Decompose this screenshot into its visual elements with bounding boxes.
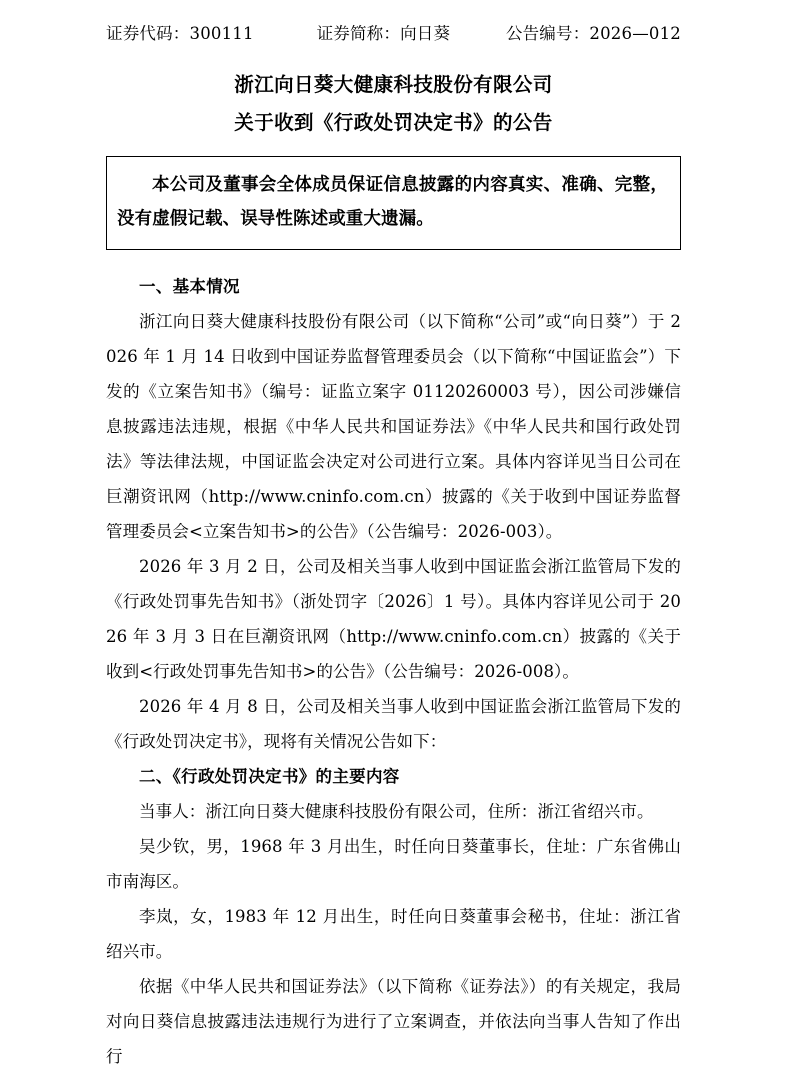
security-code: 证券代码：300111: [106, 24, 254, 43]
document-content: [106, 0, 681, 1075]
security-abbreviation: 证券简称：向日葵: [316, 24, 451, 43]
paragraph-prior-notice: 2026 年 3 月 2 日，公司及相关当事人收到中国证监会浙江监管局下发的《行政处罚事先告知书》（浙处罚字〔2026〕1 号）。具体内容详见公司于 2026 年 3 月 3 日在巨潮资讯网（http://www.cninfo.com.cn）披露的《关于收到<行政处罚事先告知书>的公告》（公告编号：2026-008）。: [106, 557, 681, 681]
company-title: 浙江向日葵大健康科技股份有限公司: [234, 73, 553, 96]
document-header: [106, 0, 681, 44]
disclaimer-box: [106, 156, 681, 250]
paragraph-decision-received: 2026 年 4 月 8 日，公司及相关当事人收到中国证监会浙江监管局下发的《行政处罚决定书》，现将有关情况公告如下：: [106, 696, 681, 751]
title-block: [106, 66, 681, 142]
party-person-secretary: 李岚，女，1983 年 12 月出生，时任向日葵董事会秘书，住址：浙江省绍兴市。: [106, 906, 681, 961]
party-company: 当事人：浙江向日葵大健康科技股份有限公司，住所：浙江省绍兴市。: [139, 801, 654, 821]
disclaimer-text: 本公司及董事会全体成员保证信息披露的内容真实、准确、完整，没有虚假记载、误导性陈述或重大遗漏。: [117, 175, 668, 230]
document-body: [106, 270, 681, 1074]
paragraph-investigation-basis: 依据《中华人民共和国证券法》（以下简称《证券法》）的有关规定，我局对向日葵信息披露违法违规行为进行了立案调查，并依法向当事人告知了作出行: [106, 976, 681, 1066]
section-heading-one: 一、基本情况: [139, 277, 240, 297]
section-heading-two: 二、《行政处罚决定书》的主要内容: [139, 766, 400, 786]
announcement-number: 公告编号：2026—012: [505, 24, 681, 43]
paragraph-case-filing: 浙江向日葵大健康科技股份有限公司（以下简称“公司”或“向日葵”）于 2026 年 1 月 14 日收到中国证券监督管理委员会（以下简称“中国证监会”）下发的《立案告知书》（编号：证监立案字 01120260003 号），因公司涉嫌信息披露违法违规，根据《中华人民共和国证券法》《中华人民共和国行政处罚法》等法律法规，中国证监会决定对公司进行立案。具体内容详见当日公司在巨潮资讯网（http://www.cninfo.com.cn）披露的《关于收到中国证券监督管理委员会<立案告知书>的公告》（公告编号：2026-003）。: [106, 312, 681, 542]
party-person-chairman: 吴少钦，男，1968 年 3 月出生，时任向日葵董事长，住址：广东省佛山市南海区。: [106, 836, 681, 891]
document-subject-title: 关于收到《行政处罚决定书》的公告: [234, 111, 553, 135]
